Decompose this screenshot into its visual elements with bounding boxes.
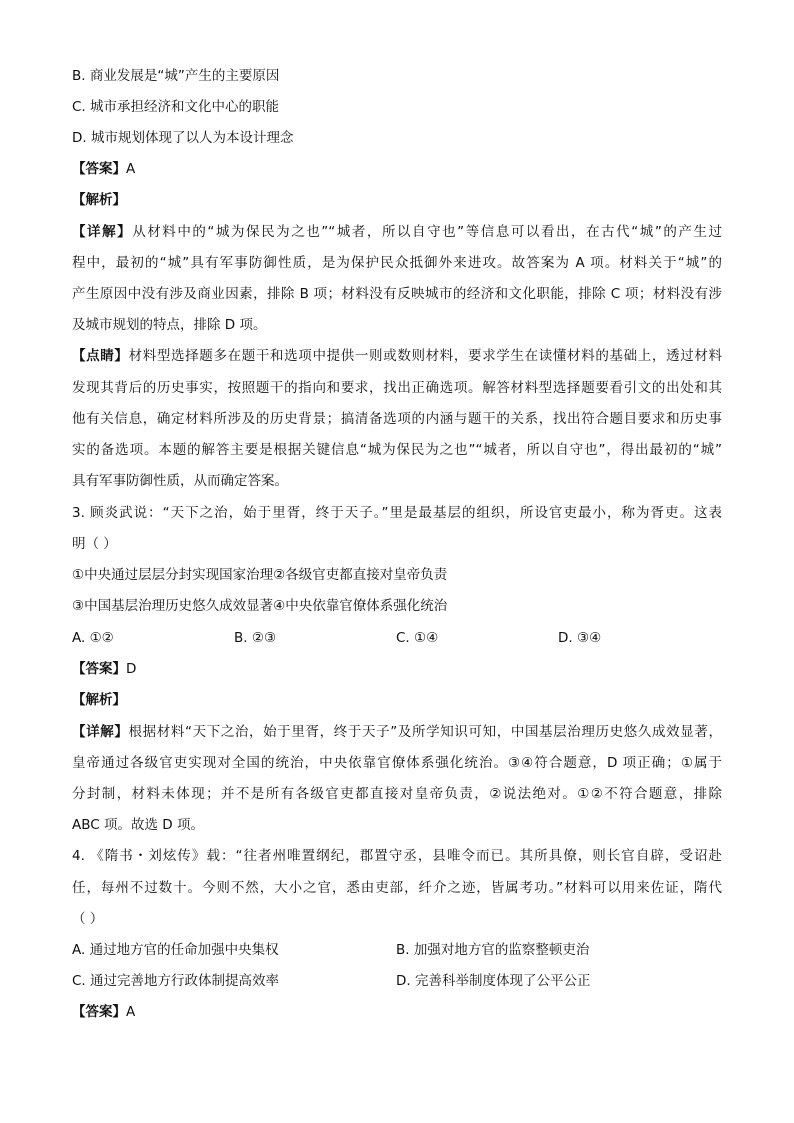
q4-stem-line: （ ） xyxy=(72,911,104,927)
q2-option-b: B. 商业发展是“城”产生的主要原因 xyxy=(72,68,280,84)
q2-analysis-tag: 【解析】 xyxy=(72,192,126,208)
answer-value: A xyxy=(126,1004,136,1020)
q2-detail-line: 产生原因中没有涉及商业因素，排除 B 项；材料没有反映城市的经济和文化职能，排除 C 项；材料没有涉 xyxy=(72,286,722,302)
q2-option-c: C. 城市承担经济和文化中心的职能 xyxy=(72,99,280,115)
q4-option-d: D. 完善科举制度体现了公平公正 xyxy=(396,973,591,989)
q2-detail-line: 【详解】从材料中的“城为保民为之也”“城者，所以自守也”等信息可以看出，在古代“城”的产生过 xyxy=(72,224,722,240)
q2-remark-line: 他有关信息，确定材料所涉及的历史背景；搞清备选项的内涵与题干的关系，找出符合题目要求和历史事 xyxy=(72,411,722,427)
q4-stem-line: 任，每州不过数十。今则不然，大小之官，悉由吏部，纤介之迹，皆属考功。”材料可以用来佐证，隋代 xyxy=(72,880,722,896)
q3-option-c: C. ①④ xyxy=(396,630,439,646)
q3-detail-line: 【详解】根据材料“天下之治，始于里胥，终于天子”及所学知识可知，中国基层治理历史悠久成效显著， xyxy=(72,724,722,740)
q2-detail-line: 程中，最初的“城”具有军事防御性质，是为保护民众抵御外来进攻。故答案为 A 项。材料关于“城”的 xyxy=(72,255,722,271)
q2-remark-line: 实的备选项。本题的解答主要是根据关键信息“城为保民为之也”“城者，所以自守也”，得出最初的“城” xyxy=(72,442,722,458)
q3-stem-line: 3. 顾炎武说：“天下之治，始于里胥，终于天子。”里是最基层的组织，所设官吏最小，称为胥吏。这表 xyxy=(72,505,722,521)
q3-stem-line: 明（ ） xyxy=(72,536,117,552)
q4-stem-line: 4. 《隋书・刘炫传》载：“往者州唯置纲纪，郡置守丞，县唯令而已。其所具僚，则长官自辟，受诏赴 xyxy=(72,848,722,864)
answer-value: D xyxy=(126,661,137,677)
q4-option-b: B. 加强对地方官的监察整顿吏治 xyxy=(396,942,590,958)
answer-value: A xyxy=(126,161,136,177)
q3-detail-line: ABC 项。故选 D 项。 xyxy=(72,817,204,833)
q3-option-b: B. ②③ xyxy=(234,630,277,646)
q3-statement: ①中央通过层层分封实现国家治理②各级官吏都直接对皇帝负责 xyxy=(72,567,448,583)
q2-remark-line: 【点睛】材料型选择题多在题干和选项中提供一则或数则材料，要求学生在读懂材料的基础上，透过材料 xyxy=(72,348,722,364)
remark-tag: 【点睛】 xyxy=(72,348,129,364)
q4-option-a: A. 通过地方官的任命加强中央集权 xyxy=(72,942,279,958)
q2-option-d: D. 城市规划体现了以人为本设计理念 xyxy=(72,130,294,146)
q2-answer xyxy=(72,159,135,179)
answer-tag: 【答案】 xyxy=(72,1004,126,1020)
q3-option-a: A. ①② xyxy=(72,630,114,646)
q2-remark-line: 具有军事防御性质，从而确定答案。 xyxy=(72,473,288,489)
detail-tag: 【详解】 xyxy=(72,224,133,240)
q3-answer xyxy=(72,659,136,679)
q3-statement: ③中国基层治理历史悠久成效显著④中央依靠官僚体系强化统治 xyxy=(72,598,448,614)
q3-analysis-tag: 【解析】 xyxy=(72,692,126,708)
answer-tag: 【答案】 xyxy=(72,661,126,677)
q3-option-d: D. ③④ xyxy=(558,630,602,646)
q4-answer xyxy=(72,1002,135,1022)
q3-detail-line: 皇帝通过各级官吏实现对全国的统治，中央依靠官僚体系强化统治。③④符合题意，D 项正确；①属于 xyxy=(72,755,722,771)
answer-tag: 【答案】 xyxy=(72,161,126,177)
q4-option-c: C. 通过完善地方行政体制提高效率 xyxy=(72,973,280,989)
detail-tag: 【详解】 xyxy=(72,724,129,740)
q2-detail-line: 及城市规划的特点，排除 D 项。 xyxy=(72,317,267,333)
q3-detail-line: 分封制，材料未体现；并不是所有各级官吏都直接对皇帝负责，②说法绝对。①②不符合题意，排除 xyxy=(72,786,722,802)
q2-remark-line: 发现其背后的历史事实，按照题干的指向和要求，找出正确选项。解答材料型选择题要看引文的出处和其 xyxy=(72,380,722,396)
